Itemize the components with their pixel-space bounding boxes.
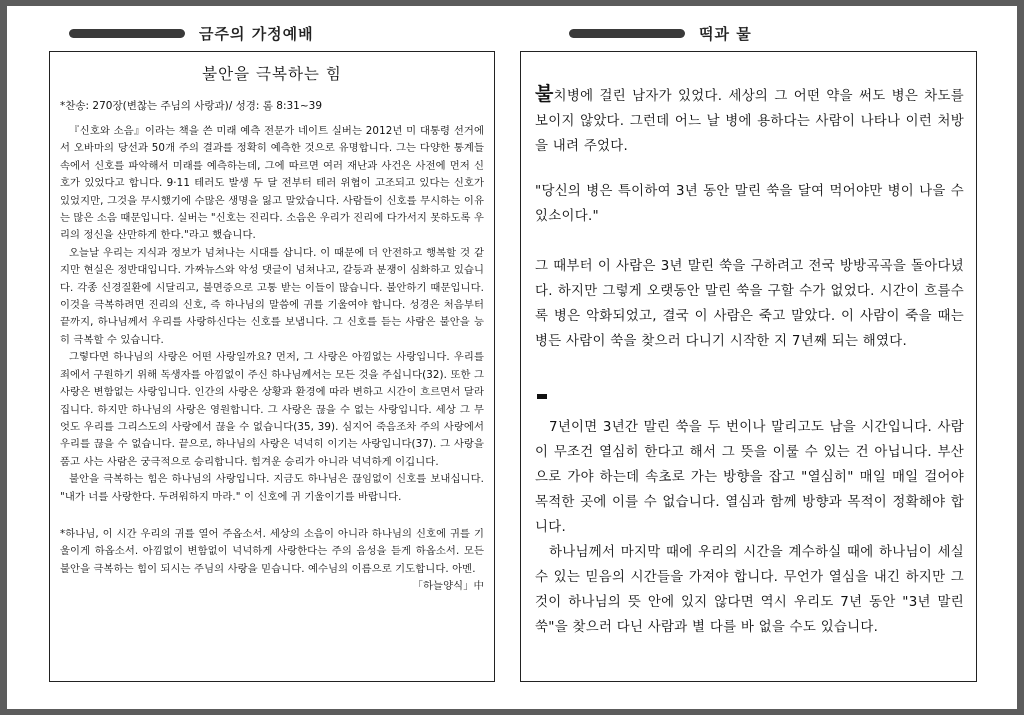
reflection-paragraph: 7년이면 3년간 말린 쑥을 두 번이나 말리고도 남을 시간입니다. 사람이 무조건 열심히 한다고 해서 그 뜻을 이룰 수 있는 건 아닙니다. 부산으로 가야 하는데 속초로 가는 방향을 잡고 "열심히" 매일 매일 걸어야 목적한 곳에 이를 수 없습니다. 열심과 함께 방향과 목적이 정확해야 합니다. [535,420,964,535]
reflection-paragraph: 하나님께서 마지막 때에 우리의 시간을 계수하실 때에 하나님이 세실 수 있는 믿음의 시간들을 가져야 합니다. 무언가 열심을 내긴 하지만 그것이 하나님의 뜻 안에 있지 않다면 역시 우리도 7년 동안 "3년 말린 쑥"을 찾으러 다닌 사람과 별 다를 바 없을 수도 있습니다. [535,545,964,635]
sermon-title: 불안을 극복하는 힘 [202,65,342,83]
hymn-scripture-line: *찬송: 270장(변찮는 주님의 사랑과)/ 성경: 롬 8:31~39 [60,100,323,112]
section-marker-icon [537,394,547,399]
family-worship-panel [49,51,495,682]
story-quote: "당신의 병은 특이하여 3년 동안 말린 쑥을 달여 먹어야만 병이 나을 수 있소이다." [535,184,964,224]
prayer-text: *하나님, 이 시간 우리의 귀를 열어 주옵소서. 세상의 소음이 아니라 하나님의 신호에 귀를 기울이게 하옵소서. 아낌없이 변함없이 넉넉하게 사랑한다는 주의 음성을 듣게 하옵소서. 모든 불안을 극복하는 힘이 되시는 주님의 사랑을 믿습니다. 예수님의 이름으로 기도합니다. 아멘. [60,527,484,575]
sermon-paragraph: 『신호와 소음』이라는 책을 쓴 미래 예측 전문가 네이트 실버는 2012년 미 대통령 선거에서 오바마의 당선과 50개 주의 결과를 정확히 예측한 것으로 유명합니다. 그는 다양한 통계들 속에서 신호를 파악해서 미래를 예측하는데, 그에 따르면 여러 재난과 사건은 사전에 먼저 신호가 있었다고 합니다. 9·11 테러도 발생 두 달 전부터 테러 위협이 고조되고 있다는 신호가 있었지만, 그것을 무시했기에 수많은 생명을 잃고 말았습니다. 사람들이 신호를 무시하는 이유는 많은 소음 때문입니다. 실버는 "신호는 진리다. 소음은 우리가 진리에 다가서지 못하도록 우리의 정신을 산만하게 한다."라고 했습니다. [60,125,484,242]
sermon-paragraph: 그렇다면 하나님의 사랑은 어떤 사랑일까요? 먼저, 그 사랑은 아낌없는 사랑입니다. 우리를 죄에서 구원하기 위해 독생자를 아낌없이 주신 하나님께서는 모든 것을 주십니다(32). 또한 그 사랑은 변함없는 사랑입니다. 인간의 사랑은 상황과 환경에 따라 변하고 시간이 흐르면서 달라집니다. 하지만 하나님의 사랑은 영원합니다. 그 사랑은 끊을 수 없는 사랑입니다. 세상 그 무엇도 우리를 그리스도의 사랑에서 끊을 수 없습니다(35, 39). 심지어 죽음조차 주의 사랑에서 우리를 끊을 수 없습니다. 끝으로, 하나님의 사랑은 넉넉히 이기는 사랑입니다(37). 그 사랑을 품고 사는 사람은 궁극적으로 승리합니다. 힘겨운 승리가 아니라 넉넉하게 이깁니다. [60,351,484,468]
source-credit: 「하늘양식」中 [412,580,484,593]
bulletin-sheet [7,6,1017,709]
sermon-paragraph: 오늘날 우리는 지식과 정보가 넘쳐나는 시대를 삽니다. 이 때문에 더 안전하고 행복할 것 같지만 현실은 정반대입니다. 가짜뉴스와 악성 댓글이 넘쳐나고, 갈등과 분쟁이 심화하고 있습니다. 각종 신경질환에 시달리고, 불면증으로 고통 받는 이들이 많습니다. 불안하기 때문입니다. 이것을 극복하려면 진리의 신호, 즉 하나님의 말씀에 귀를 기울여야 합니다. 성경은 처음부터 끝까지, 하나님께서 우리를 사랑하신다는 신호를 보냅니다. 그 신호를 듣는 사람은 불안을 능히 극복할 수 있습니다. [60,246,484,346]
closing-prayer [60,526,484,593]
left-column-heading: 금주의 가정예배 [199,24,314,43]
story-paragraph-text: 치병에 걸린 남자가 있었다. 세상의 그 어떤 약을 써도 병은 차도를 보이지 않았다. 그런데 어느 날 병에 용하다는 사람이 나타나 이런 처방을 내려 주었다. [535,89,964,154]
bread-and-water-panel [520,51,977,682]
header-decoration-bar [569,29,685,38]
right-column-heading: 떡과 물 [699,24,752,43]
left-column-header [69,20,314,46]
story-paragraph: 그 때부터 이 사람은 3년 말린 쑥을 구하려고 전국 방방곡곡을 돌아다녔다. 하지만 그렇게 오랫동안 말린 쑥을 구할 수가 없었다. 시간이 흐를수록 병은 악화되었고, 결국 이 사람은 죽고 말았다. 이 사람이 죽을 때는 병든 사람이 쑥을 찾으러 다니기 시작한 지 7년째 되는 해였다. [535,259,964,349]
sermon-paragraph: 불안을 극복하는 힘은 하나님의 사랑입니다. 지금도 하나님은 끊임없이 신호를 보내십니다. "내가 너를 사랑한다. 두려워하지 마라." 이 신호에 귀 기울이기를 바랍니다. [60,473,484,503]
right-column-header [569,20,752,46]
drop-cap: 불 [535,83,554,105]
header-decoration-bar [69,29,185,38]
story-paragraph [535,82,964,159]
